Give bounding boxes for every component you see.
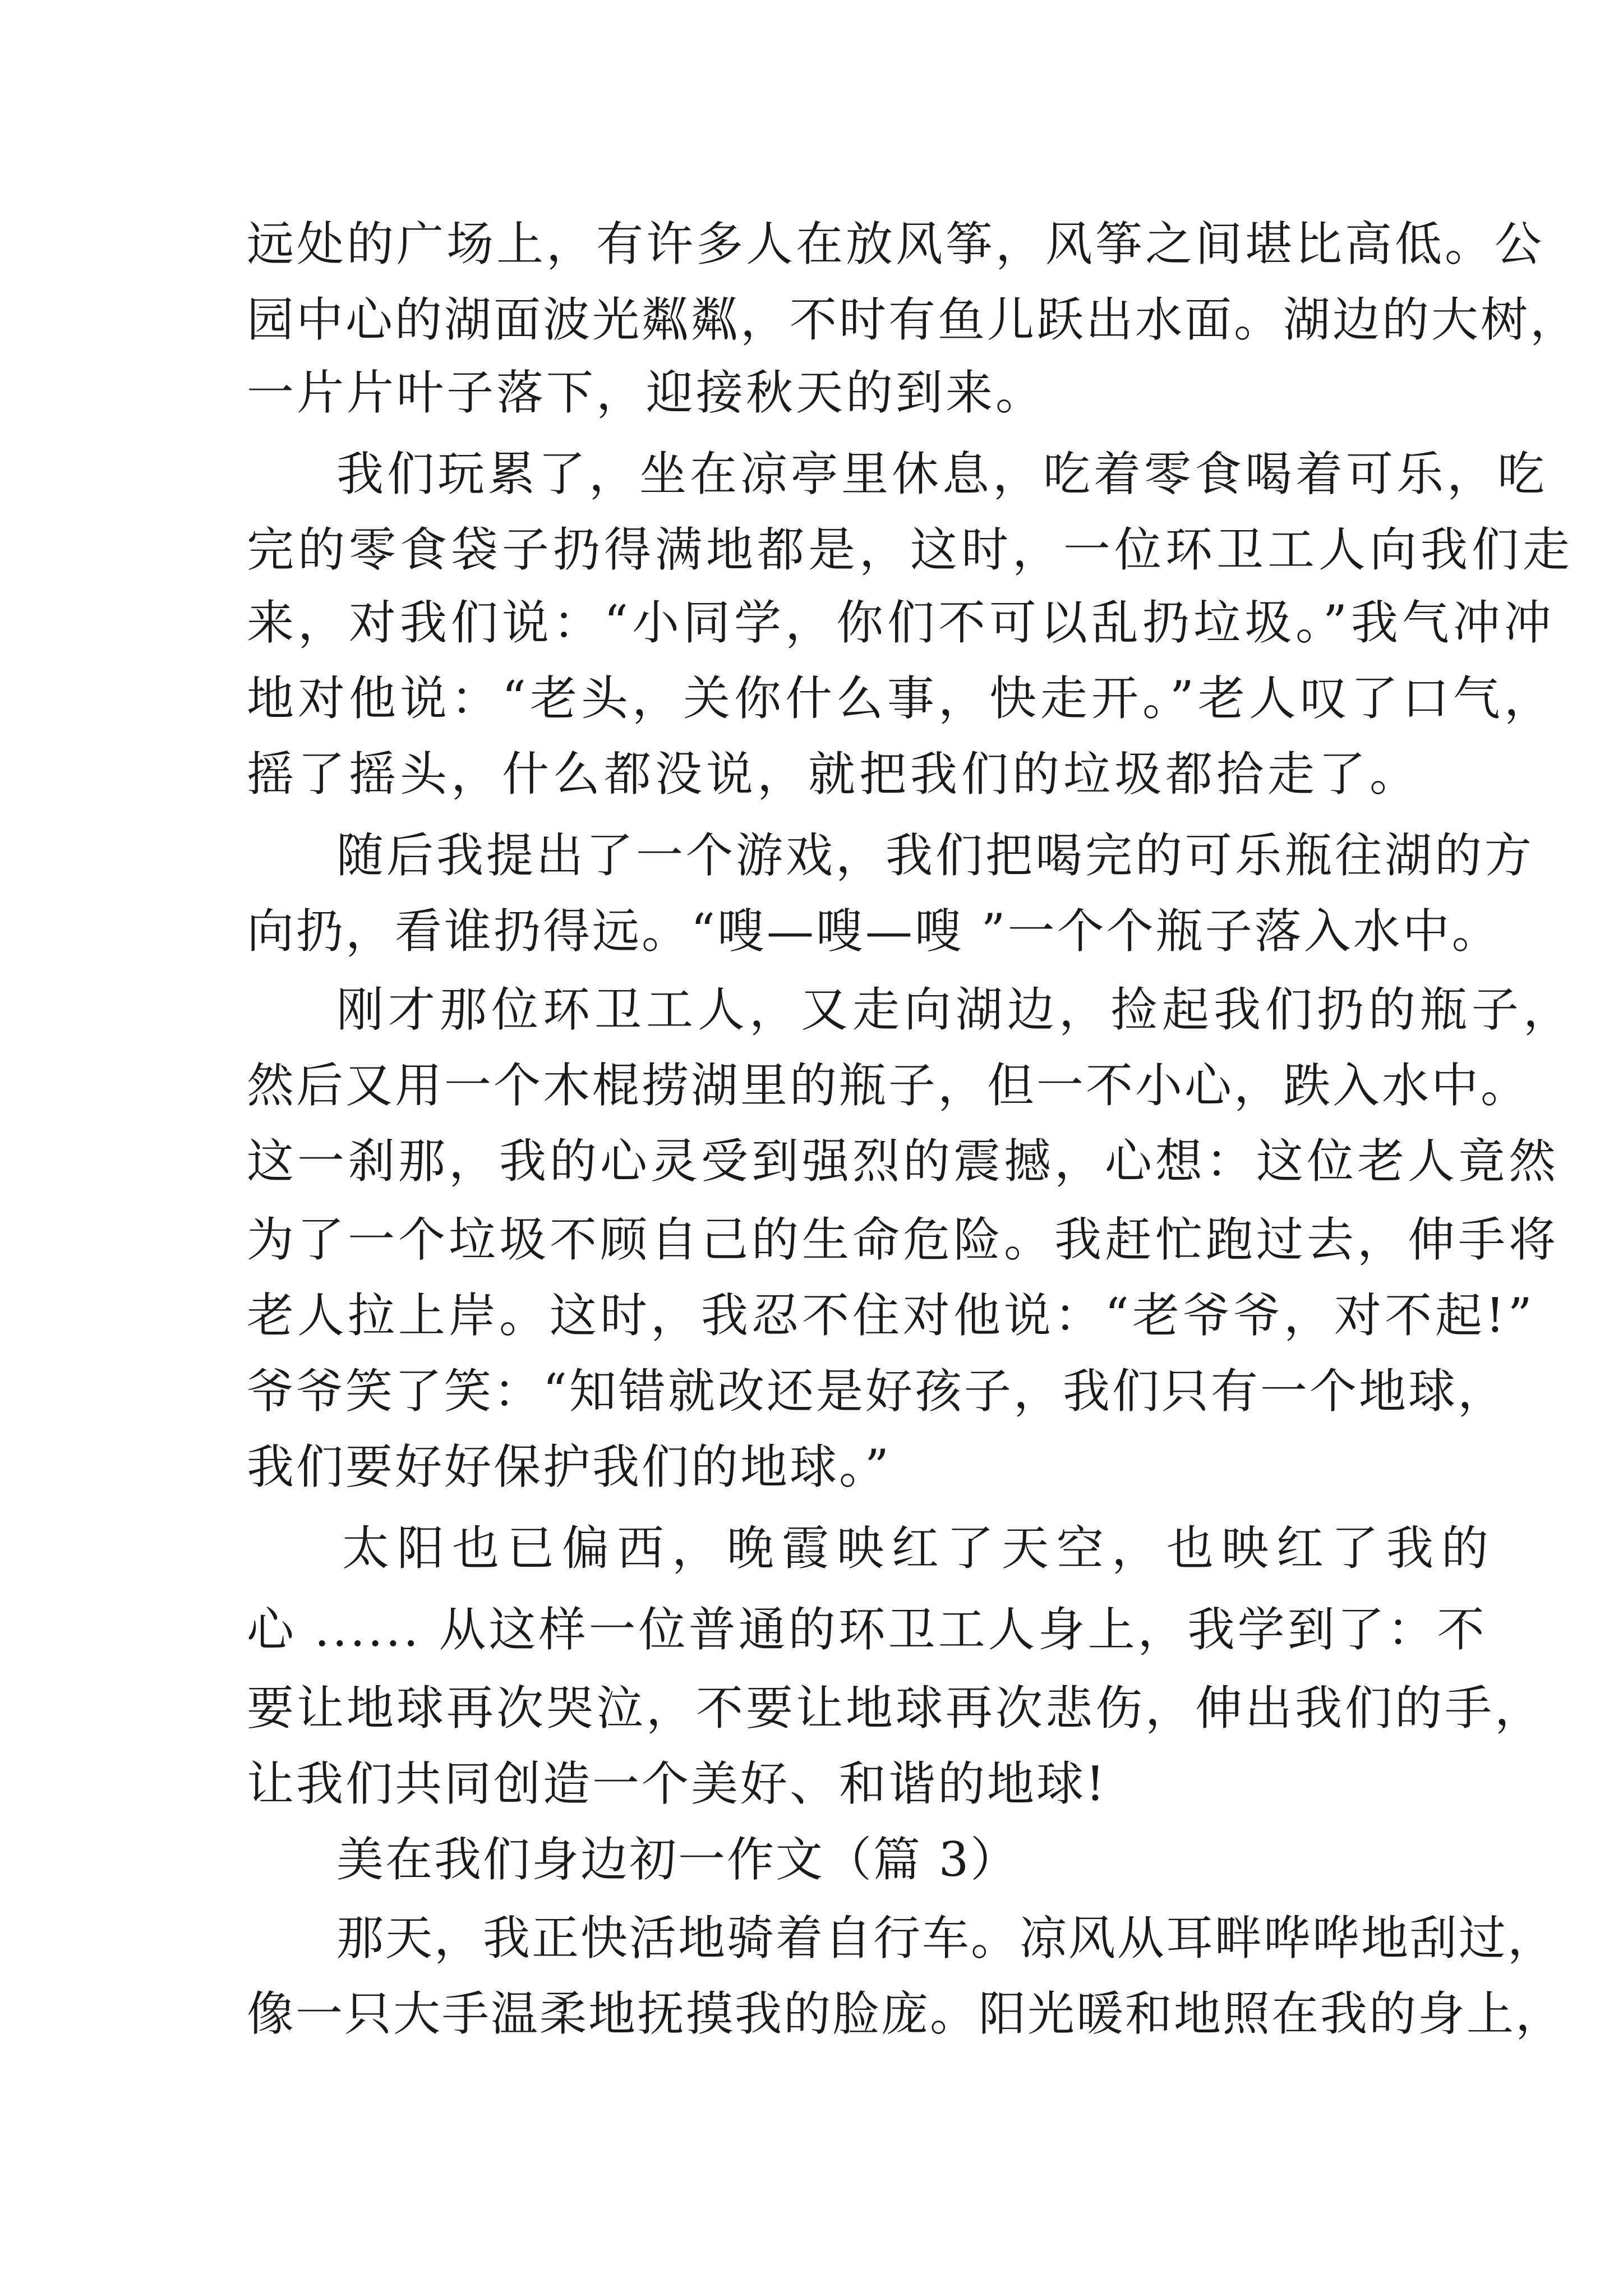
section-heading: 美在我们身边初一作文（篇 3） [336,1832,1020,1887]
text-line: 随后我提出了一个游戏，我们把喝完的可乐瓶往湖的方 [336,828,1535,883]
text-line: 老人拉上岸。这时，我忍不住对他说：“老爷爷，对不起!” [247,1288,1536,1343]
text-line: 然后又用一个木棍捞湖里的瓶子，但一不小心，跌入水中。 [247,1058,1530,1113]
text-line: 园中心的湖面波光粼粼，不时有鱼儿跃出水面。湖边的大树， [247,292,1580,347]
text-line: 太阳也已偏西，晚霞映红了天空，也映红了我的 [342,1521,1497,1576]
text-line: 要让地球再次哭泣，不要让地球再次悲伤，伸出我们的手， [247,1681,1545,1736]
text-line: 刚才那位环卫工人，又走向湖边，捡起我们扔的瓶子， [336,982,1575,1037]
text-line: 心 ...... 从这样一位普通的环卫工人身上，我学到了：不 [247,1602,1487,1657]
text-line: 来，对我们说：“小同学，你们不可以乱扔垃圾。”我气冲冲 [247,595,1555,650]
text-line: 这一刹那，我的心灵受到强烈的震撼，心想：这位老人竟然 [247,1134,1560,1189]
text-line: 向扔，看谁扔得远。“嗖—嗖—嗖 ”一个个瓶子落入水中。 [247,904,1501,959]
text-line: 让我们共同创造一个美好、和谐的地球! [247,1756,1107,1811]
text-line: 摇了摇头，什么都没说，就把我们的垃圾都拾走了。 [247,747,1421,802]
text-line: 那天，我正快活地骑着自行车。凉风从耳畔哗哗地刮过， [336,1911,1557,1966]
text-line: 为了一个垃圾不顾自己的生命危险。我赶忙跑过去，伸手将 [247,1212,1560,1267]
text-line: 地对他说：“老头，关你什么事，快走开。”老人叹了口气， [247,671,1555,726]
text-line: 一片片叶子落下，迎接秋天的到来。 [247,365,1046,420]
text-line: 我们要好好保护我们的地球。” [247,1439,891,1494]
text-line: 像一只大手温柔地抚摸我的脸庞。阳光暖和地照在我的身上， [247,1986,1565,2041]
text-line: 爷爷笑了笑：“知错就改还是好孩子，我们只有一个地球， [247,1364,1507,1419]
text-line: 完的零食袋子扔得满地都是，这时，一位环卫工人向我们走 [247,522,1574,577]
text-line: 我们玩累了，坐在凉亭里休息，吃着零食喝着可乐，吃 [336,447,1548,501]
text-line: 远处的广场上，有许多人在放风筝，风筝之间堪比高低。公 [247,217,1545,272]
